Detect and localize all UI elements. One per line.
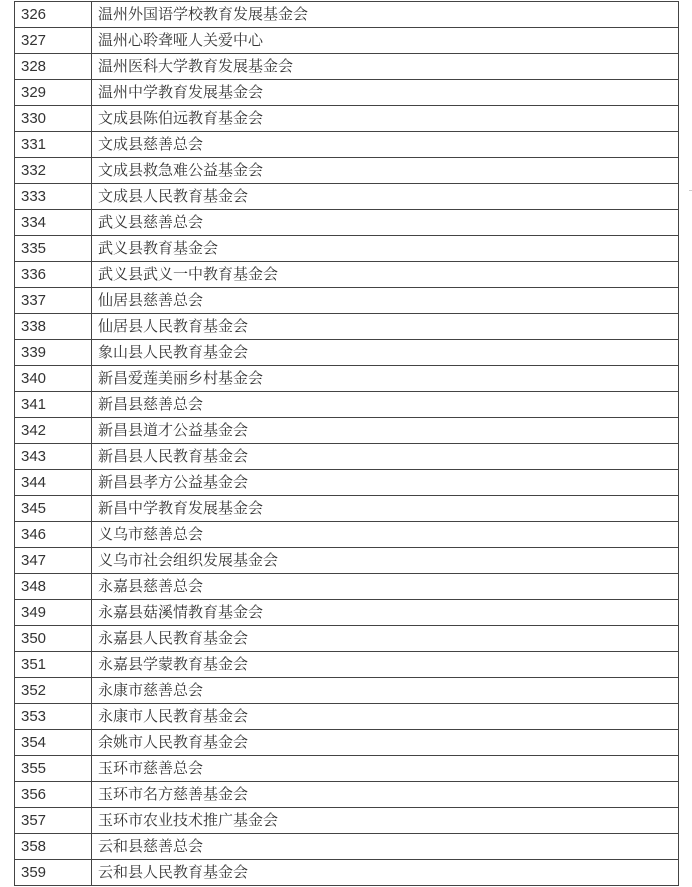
organization-table — [14, 1, 679, 886]
table-row — [15, 158, 679, 184]
organization-name: 永康市慈善总会 — [92, 678, 679, 704]
row-number: 347 — [15, 548, 92, 574]
organization-name: 义乌市社会组织发展基金会 — [92, 548, 679, 574]
table-row — [15, 262, 679, 288]
table-row — [15, 210, 679, 236]
organization-name: 永嘉县人民教育基金会 — [92, 626, 679, 652]
table-row — [15, 574, 679, 600]
table-row — [15, 392, 679, 418]
row-number: 359 — [15, 860, 92, 886]
organization-name: 文成县陈伯远教育基金会 — [92, 106, 679, 132]
organization-name: 新昌县孝方公益基金会 — [92, 470, 679, 496]
table-row — [15, 418, 679, 444]
row-number: 344 — [15, 470, 92, 496]
row-number: 354 — [15, 730, 92, 756]
row-number: 341 — [15, 392, 92, 418]
row-number: 352 — [15, 678, 92, 704]
row-number: 327 — [15, 28, 92, 54]
row-number: 332 — [15, 158, 92, 184]
table-row — [15, 28, 679, 54]
organization-name: 文成县慈善总会 — [92, 132, 679, 158]
row-number: 349 — [15, 600, 92, 626]
row-number: 348 — [15, 574, 92, 600]
row-number: 328 — [15, 54, 92, 80]
organization-name: 温州中学教育发展基金会 — [92, 80, 679, 106]
organization-name: 新昌爱莲美丽乡村基金会 — [92, 366, 679, 392]
organization-name: 义乌市慈善总会 — [92, 522, 679, 548]
table-row — [15, 808, 679, 834]
table-row — [15, 184, 679, 210]
organization-name: 温州心聆聋哑人关爱中心 — [92, 28, 679, 54]
table-row — [15, 730, 679, 756]
table-row — [15, 236, 679, 262]
organization-name: 武义县慈善总会 — [92, 210, 679, 236]
row-number: 355 — [15, 756, 92, 782]
table-row — [15, 288, 679, 314]
organization-name: 永嘉县学蒙教育基金会 — [92, 652, 679, 678]
table-row — [15, 106, 679, 132]
organization-name: 武义县教育基金会 — [92, 236, 679, 262]
table-row — [15, 678, 679, 704]
organization-name: 文成县救急难公益基金会 — [92, 158, 679, 184]
table-row — [15, 470, 679, 496]
row-number: 346 — [15, 522, 92, 548]
organization-name: 新昌县慈善总会 — [92, 392, 679, 418]
row-number: 358 — [15, 834, 92, 860]
table-row — [15, 496, 679, 522]
row-number: 333 — [15, 184, 92, 210]
organization-name: 仙居县慈善总会 — [92, 288, 679, 314]
organization-name: 文成县人民教育基金会 — [92, 184, 679, 210]
organization-name: 永康市人民教育基金会 — [92, 704, 679, 730]
table-row — [15, 80, 679, 106]
row-number: 331 — [15, 132, 92, 158]
row-number: 339 — [15, 340, 92, 366]
organization-name: 云和县慈善总会 — [92, 834, 679, 860]
row-number: 336 — [15, 262, 92, 288]
row-number: 357 — [15, 808, 92, 834]
organization-name: 温州医科大学教育发展基金会 — [92, 54, 679, 80]
row-number: 353 — [15, 704, 92, 730]
row-number: 330 — [15, 106, 92, 132]
row-number: 329 — [15, 80, 92, 106]
table-row — [15, 444, 679, 470]
row-number: 351 — [15, 652, 92, 678]
row-number: 337 — [15, 288, 92, 314]
table-row — [15, 626, 679, 652]
table-row — [15, 756, 679, 782]
organization-table-body — [15, 2, 679, 886]
table-row — [15, 2, 679, 28]
organization-name: 仙居县人民教育基金会 — [92, 314, 679, 340]
row-number: 345 — [15, 496, 92, 522]
row-number: 340 — [15, 366, 92, 392]
table-row — [15, 522, 679, 548]
organization-name: 永嘉县菇溪情教育基金会 — [92, 600, 679, 626]
table-row — [15, 782, 679, 808]
organization-name: 新昌中学教育发展基金会 — [92, 496, 679, 522]
table-row — [15, 704, 679, 730]
row-number: 338 — [15, 314, 92, 340]
organization-name: 玉环市慈善总会 — [92, 756, 679, 782]
organization-name: 云和县人民教育基金会 — [92, 860, 679, 886]
organization-name: 余姚市人民教育基金会 — [92, 730, 679, 756]
row-number: 334 — [15, 210, 92, 236]
table-row — [15, 340, 679, 366]
row-number: 342 — [15, 418, 92, 444]
table-row — [15, 132, 679, 158]
table-row — [15, 860, 679, 886]
organization-table-container — [14, 1, 678, 886]
organization-name: 玉环市农业技术推广基金会 — [92, 808, 679, 834]
table-row — [15, 314, 679, 340]
organization-name: 温州外国语学校教育发展基金会 — [92, 2, 679, 28]
organization-name: 玉环市名方慈善基金会 — [92, 782, 679, 808]
organization-name: 新昌县人民教育基金会 — [92, 444, 679, 470]
table-row — [15, 54, 679, 80]
organization-name: 武义县武义一中教育基金会 — [92, 262, 679, 288]
row-number: 335 — [15, 236, 92, 262]
row-number: 356 — [15, 782, 92, 808]
table-row — [15, 834, 679, 860]
organization-name: 永嘉县慈善总会 — [92, 574, 679, 600]
row-number: 326 — [15, 2, 92, 28]
row-number: 350 — [15, 626, 92, 652]
table-row — [15, 600, 679, 626]
organization-name: 象山县人民教育基金会 — [92, 340, 679, 366]
table-row — [15, 548, 679, 574]
table-row — [15, 652, 679, 678]
table-row — [15, 366, 679, 392]
organization-name: 新昌县道才公益基金会 — [92, 418, 679, 444]
row-number: 343 — [15, 444, 92, 470]
